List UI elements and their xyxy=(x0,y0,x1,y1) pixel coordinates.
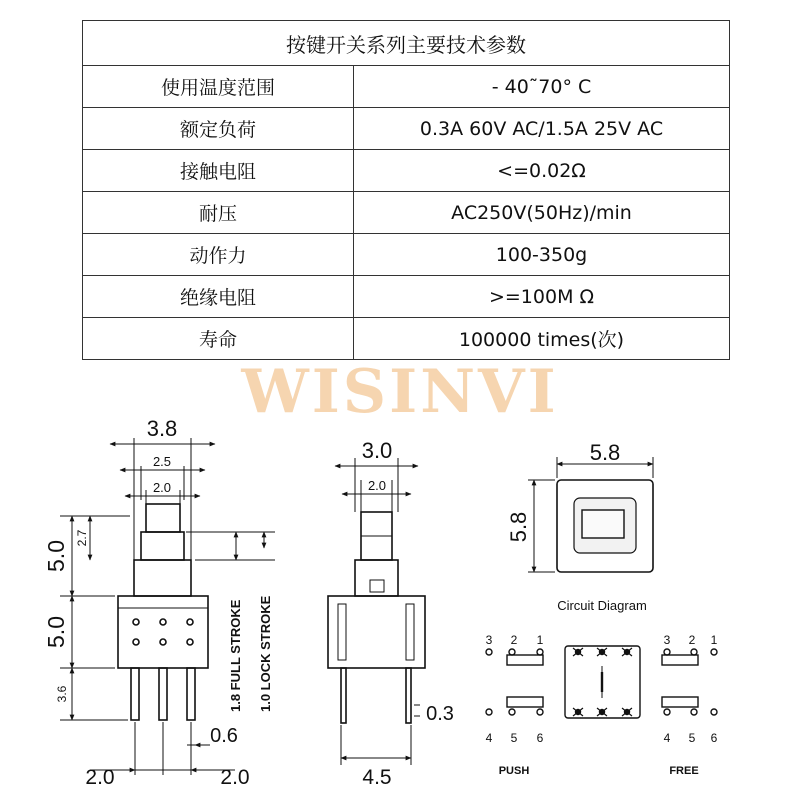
spec-key: 使用温度范围 xyxy=(83,66,354,108)
pin-label: 1 xyxy=(536,633,544,647)
dim-label: 4.5 xyxy=(362,766,392,789)
pin-label: 3 xyxy=(485,633,493,647)
dim-label: 5.0 xyxy=(43,540,69,572)
pin-label: 1 xyxy=(710,633,718,647)
dim-label: 2.7 xyxy=(75,529,89,547)
pin-label: 4 xyxy=(485,731,493,745)
spec-value: 0.3A 60V AC/1.5A 25V AC xyxy=(354,108,730,150)
spec-key: 额定负荷 xyxy=(83,108,354,150)
spec-key: 动作力 xyxy=(83,234,354,276)
pin-label: 2 xyxy=(510,633,518,647)
front-view-labels xyxy=(43,416,273,789)
circuit-title: Circuit Diagram xyxy=(557,598,647,613)
spec-value: 100-350g xyxy=(354,234,730,276)
spec-value: AC250V(50Hz)/min xyxy=(354,192,730,234)
spec-key: 接触电阻 xyxy=(83,150,354,192)
spec-value: - 40˜70° C xyxy=(354,66,730,108)
pin-label: 3 xyxy=(663,633,671,647)
spec-value: 100000 times(次) xyxy=(354,318,730,360)
spec-key: 寿命 xyxy=(83,318,354,360)
pin-label: 2 xyxy=(688,633,696,647)
dim-label: 3.0 xyxy=(361,438,393,463)
dim-label: 3.6 xyxy=(55,685,69,703)
dim-label: 1.8 FULL STROKE xyxy=(228,599,243,712)
dim-label: 0.6 xyxy=(210,725,238,747)
circuit-diagram xyxy=(486,646,717,718)
dim-label: 2.0 xyxy=(85,766,115,789)
pin-label: 5 xyxy=(688,731,696,745)
top-view xyxy=(528,457,653,572)
dim-label: 2.0 xyxy=(220,766,250,789)
dim-label: 3.8 xyxy=(146,416,178,441)
side-view xyxy=(328,458,425,765)
dim-label: 5.8 xyxy=(506,511,531,543)
dim-label: 2.0 xyxy=(367,478,387,493)
free-label: FREE xyxy=(669,765,699,777)
pin-label: 4 xyxy=(663,731,671,745)
spec-value: >=100M Ω xyxy=(354,276,730,318)
push-label: PUSH xyxy=(498,765,530,777)
dim-label: 2.5 xyxy=(152,454,172,469)
brand-logo: WISINVI xyxy=(241,357,559,427)
dim-label: 0.3 xyxy=(426,703,454,725)
dim-label: 5.8 xyxy=(589,440,621,465)
pin-label: 5 xyxy=(510,731,518,745)
dim-label: 5.0 xyxy=(43,616,69,648)
dim-label: 1.0 LOCK STROKE xyxy=(258,595,273,712)
spec-value: <=0.02Ω xyxy=(354,150,730,192)
dim-label: 2.0 xyxy=(152,480,172,495)
spec-table-title: 按键开关系列主要技术参数 xyxy=(83,21,730,66)
pin-label: 6 xyxy=(710,731,718,745)
spec-key: 绝缘电阻 xyxy=(83,276,354,318)
side-view-labels xyxy=(362,438,454,789)
spec-key: 耐压 xyxy=(83,192,354,234)
pin-label: 6 xyxy=(536,731,544,745)
